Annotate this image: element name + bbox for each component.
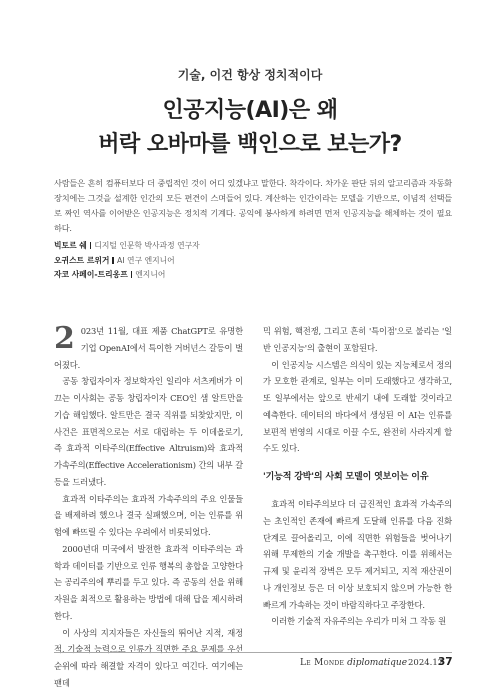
body-column-left: [54, 323, 243, 692]
body-paragraph: 이 사상의 지지자들은 자신들의 뛰어난 지적, 재정적, 기술적 능력으로 인류가 직면한 주요 문제를 우선순위에 따라 해결할 자격이 있다고 여긴다. 여기에는 팬데: [54, 627, 243, 688]
author-separator: [131, 271, 133, 278]
author-separator: [112, 257, 114, 264]
publication-name: [300, 658, 407, 668]
body-paragraph: [54, 323, 243, 373]
author-name: 자코 사페이-트리옹프: [54, 270, 128, 279]
body-paragraph: 이 인공지능 시스템은 의식이 있는 지능체로서 정의가 모호한 관계로, 일부는 이미 도래했다고 생각하고, 또 일부에서는 앞으로 반세기 내에 도래할 것이라고 예측한다. 데이터의 바다에서 생성된 이 AI는 인류를 보편적 번영의 시대로 이끌 수도, 완전히 사라지게 할 수도 있다.: [263, 359, 452, 454]
author-role: AI 연구 엔지니어: [116, 255, 175, 265]
issue-date: 2024.12: [408, 658, 444, 668]
author-list: [54, 239, 452, 283]
body-paragraph: 효과적 이타주의보다 더 급진적인 효과적 가속주의는 초인적인 존재에 빠르게 도달해 인류를 다음 진화 단계로 끌어올리고, 이에 직면한 위험들을 벗어나기 위해 무제한의 기술 개발을 촉구한다. 이를 위해서는 규제 및 윤리적 장벽은 모두 제거되고, 지적 재산권이나 개인정보 등은 더 이상 보호되지 않으며 가능한 한 빠르게 가속하는 것이 바람직하다고 주장한다.: [263, 499, 452, 610]
title-line-2: 버락 오바마를 백인으로 보는가?: [98, 132, 402, 157]
brand-name-prefix: Le Monde: [300, 658, 345, 668]
author-entry: [54, 239, 452, 254]
body-paragraph: 효과적 이타주의는 효과적 가속주의의 주요 인물들을 배제하려 했으나 결국 실패했으며, 이는 인류를 위험에 빠뜨릴 수 있다는 우려에서 비롯되었다.: [54, 493, 243, 537]
author-separator: [90, 242, 92, 249]
body-paragraph: 이러한 기술적 자유주의는 우리가 미처 그 작동 원: [271, 616, 447, 627]
body-paragraph: 믹 위험, 핵전쟁, 그리고 흔히 '특이점'으로 불리는 '일반 인공지능'의 출현이 포함된다.: [263, 326, 452, 353]
body-paragraph: 공동 창립자이자 정보학자인 일리야 서츠케버가 이끄는 이사회는 공동 창립자이자 CEO인 샘 알트만을 기습 해임했다. 알트만은 결국 직위를 되찾았지만, 이 사건은 표면적으로는 서로 대립하는 두 이데올로기, 즉 효과적 이타주의(Effective Altruism)와 효과적 가속주의(Effective Accelerationism) 간의 내부 갈등을 드러냈다.: [54, 376, 243, 487]
author-entry: [54, 254, 452, 269]
author-name: 오귀스트 르위거: [54, 255, 110, 265]
article-kicker: 기술, 이건 항상 정치적이다: [177, 68, 323, 82]
author-entry: [54, 268, 452, 283]
first-paragraph-text: 023년 11월, 대표 제품 ChatGPT로 유명한 기업 OpenAI에서 특이한 거버넌스 갈등이 벌어졌다.: [54, 326, 243, 370]
footer-divider: [54, 652, 452, 653]
brand-name-suffix: diplomatique: [347, 658, 408, 668]
author-role: 디지털 인문학 박사과정 연구자: [94, 241, 200, 250]
article-lead: 사람들은 흔히 컴퓨터보다 더 중립적인 것이 어디 있겠냐고 말한다. 착각이다. 차가운 판단 뒤의 알고리즘과 자동화 장치에는 그것을 설계한 인간의 모든 편견이 스며들어 있다. 계산하는 인간이라는 모델을 기반으로, 이념적 선택들로 짜인 역사를 이어받은 인공지능은 정치적 기계다. 공익에 봉사하게 하려면 먼저 인공지능을 해체하는 것이 필요하다.: [54, 178, 452, 233]
title-line-1: 인공지능(AI)은 왜: [162, 98, 338, 123]
author-name: 빅토르 쉐: [54, 241, 87, 250]
page-number: 37: [438, 656, 453, 668]
body-paragraph: 2000년대 미국에서 발전한 효과적 이타주의는 과학과 데이터를 기반으로 인류 행복의 총합을 고양한다는 공리주의에 뿌리를 두고 있다. 즉 공동의 선을 위해 자원을 최적으로 활용하는 방법에 대해 답을 제시하려 한다.: [54, 543, 243, 621]
drop-cap: 2: [54, 321, 75, 356]
body-column-right: [263, 323, 452, 630]
section-subheading: '기능적 강박'의 사회 모델이 엿보이는 이유: [263, 472, 429, 482]
author-role: 엔지니어: [135, 270, 166, 279]
article-title: [0, 94, 500, 162]
